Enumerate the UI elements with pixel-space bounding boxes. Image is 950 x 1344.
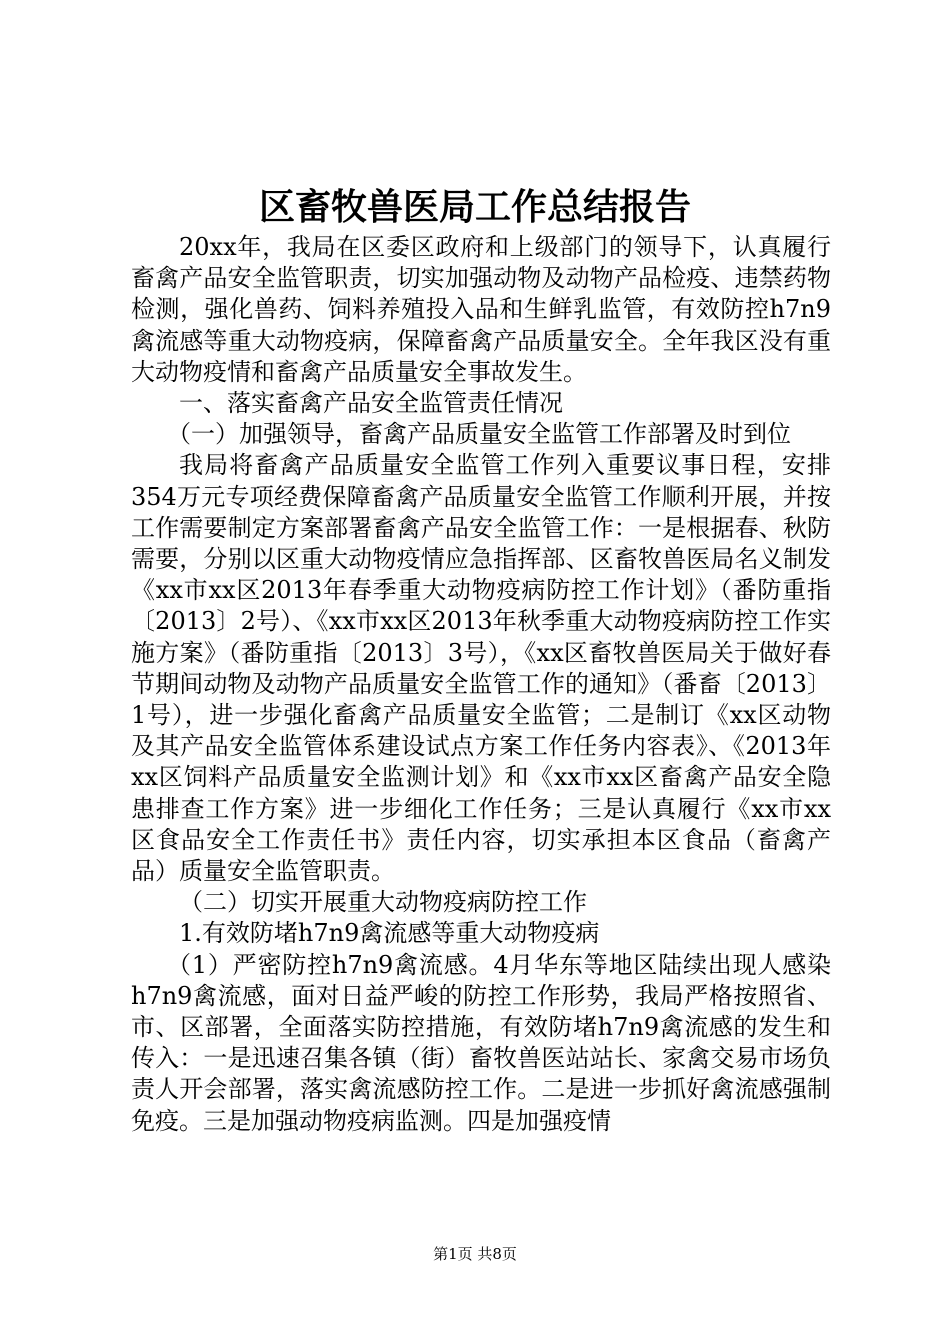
paragraph-intro: 20xx年，我局在区委区政府和上级部门的领导下，认真履行畜禽产品安全监管职责，切实加强动物及动物产品检疫、违禁药物检测，强化兽药、饲料养殖投入品和生鲜乳监管，有效防控h7n9禽流感等重大动物疫病，保障畜禽产品质量安全。全年我区没有重大动物疫情和畜禽产品质量安全事故发生。	[131, 233, 831, 386]
item-heading-1: 1.有效防堵h7n9禽流感等重大动物疫病	[179, 919, 600, 948]
document-title: 区畜牧兽医局工作总结报告	[258, 186, 691, 228]
paragraph-leadership: 我局将畜禽产品质量安全监管工作列入重要议事日程，安排354万元专项经费保障畜禽产品质量安全监管工作顺利开展，并按工作需要制定方案部署畜禽产品安全监管工作：一是根据春、秋防需要，分别以区重大动物疫情应急指挥部、区畜牧兽医局名义制发《xx市xx区2013年春季重大动物疫病防控工作计划》（番防重指〔2013〕2号）、《xx市xx区2013年秋季重大动物疫病防控工作实施方案》（番防重指〔2013〕3号），《xx区畜牧兽医局关于做好春节期间动物及动物产品质量安全监管工作的通知》（番畜〔2013〕1号），进一步强化畜禽产品质量安全监管；二是制订《xx区动物及其产品安全监管体系建设试点方案工作任务内容表》、《2013年xx区饲料产品质量安全监测计划》和《xx市xx区畜禽产品安全隐患排查工作方案》进一步细化工作任务；三是认真履行《xx市xx区食品安全工作责任书》责任内容，切实承担本区食品（畜禽产品）质量安全监管职责。	[131, 451, 831, 886]
section-heading-1: 一、落实畜禽产品安全监管责任情况	[179, 389, 563, 418]
paragraph-h7n9: （1）严密防控h7n9禽流感。4月华东等地区陆续出现人感染h7n9禽流感，面对日益严峻的防控工作形势，我局严格按照省、市、区部署，全面落实防控措施，有效防堵h7n9禽流感的发生和传入：一是迅速召集各镇（街）畜牧兽医站站长、家禽交易市场负责人开会部署，落实禽流感防控工作。二是进一步抓好禽流感强制免疫。三是加强动物疫病监测。四是加强疫情	[131, 950, 831, 1135]
document-body	[131, 232, 831, 1137]
subsection-heading-2: （二）切实开展重大动物疫病防控工作	[179, 888, 587, 917]
subsection-heading-1: （一）加强领导，畜禽产品质量安全监管工作部署及时到位	[167, 420, 791, 449]
page-footer: 第1页 共8页	[433, 1245, 517, 1263]
